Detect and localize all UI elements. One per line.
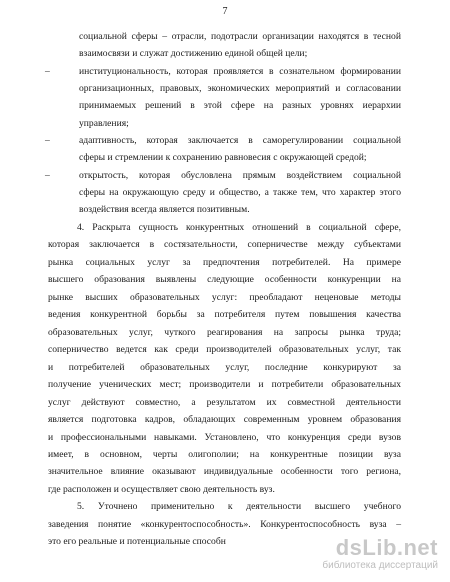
watermark-subtitle: библиотека диссертаций [322,560,438,571]
text-line: значительное влияние оказывают индивидуальные особенности того региона, [48,466,401,477]
text-line: получение ученических мест; производители и потребители образовательных [48,379,401,390]
text-line: и потребителей образовательных услуг, последние конкурируют за [48,362,401,373]
text-line: 4. Раскрыта сущность конкурентных отношений в социальной сфере, [77,222,401,233]
bullet-dash: – [45,66,50,77]
text-line: сферы и стремлении к сохранению равновесия с окружающей средой; [79,152,367,163]
text-line: которая заключается в состязательности, соперничестве между субъектами [48,239,401,250]
text-line: адаптивность, которая заключается в саморегулировании социальной [79,135,401,146]
text-line: высшего образования выявлены следующие особенности конкуренции на [48,274,401,285]
text-line: 5. Уточнено применительно к деятельности высшего учебного [77,501,401,512]
bullet-dash: – [45,170,50,181]
text-line: сферы на окружающую среду и общество, а также тем, что характер этого [79,187,401,198]
text-line: принимаемых решений в этой сфере на разных уровнях иерархии [79,100,401,111]
text-line: образовательных услуг, чуткого реагирования на запросы рынка труда; [48,327,401,338]
text-line: заведения понятие «конкурентоспособность». Конкурентоспособность вуза – [48,519,401,530]
page-number: 7 [222,6,228,17]
text-line: взаимосвязи и служат достижению единой общей цели; [79,48,308,59]
bullet-dash: – [45,135,50,146]
text-line: это его реальные и потенциальные способн [48,536,226,547]
watermark-logo: dsLib.net [335,535,438,560]
text-line: услуг действуют совместно, а результатом их совместной деятельности [48,397,401,408]
text-line: рынке высших образовательных услуг: преобладают неценовые методы [48,292,401,303]
text-line: воздействия всегда является позитивным. [79,204,250,215]
text-line: социальной сферы – отрасли, подотрасли организации находятся в тесной [79,31,401,42]
text-line: институциональность, которая проявляется в сознательном формировании [79,66,401,77]
text-line: где расположен и осуществляет свою деятельность вуз. [48,484,275,495]
text-line: организационных, правовых, экономических мероприятий и согласовании [79,83,401,94]
text-line: и профессиональными навыками. Установлено, что конкуренция среди вузов [48,432,401,443]
text-line: является подготовка кадров, обладающих современным уровнем образования [48,414,401,425]
dslib-watermark [308,535,438,575]
text-line: управления; [79,118,129,129]
text-line: рынка социальных услуг за предпочтения потребителей. На примере [48,257,401,268]
text-line: имеет, в основном, черты олигополии; на конкурентные позиции вуза [48,449,401,460]
text-line: открытость, которая обусловлена прямым воздействием социальной [79,170,401,181]
text-line: ведения конкурентной борьбы за потребителя путем повышения качества [48,309,401,320]
text-line: соперничество ведется как среди производителей образовательных услуг, так [48,344,401,355]
